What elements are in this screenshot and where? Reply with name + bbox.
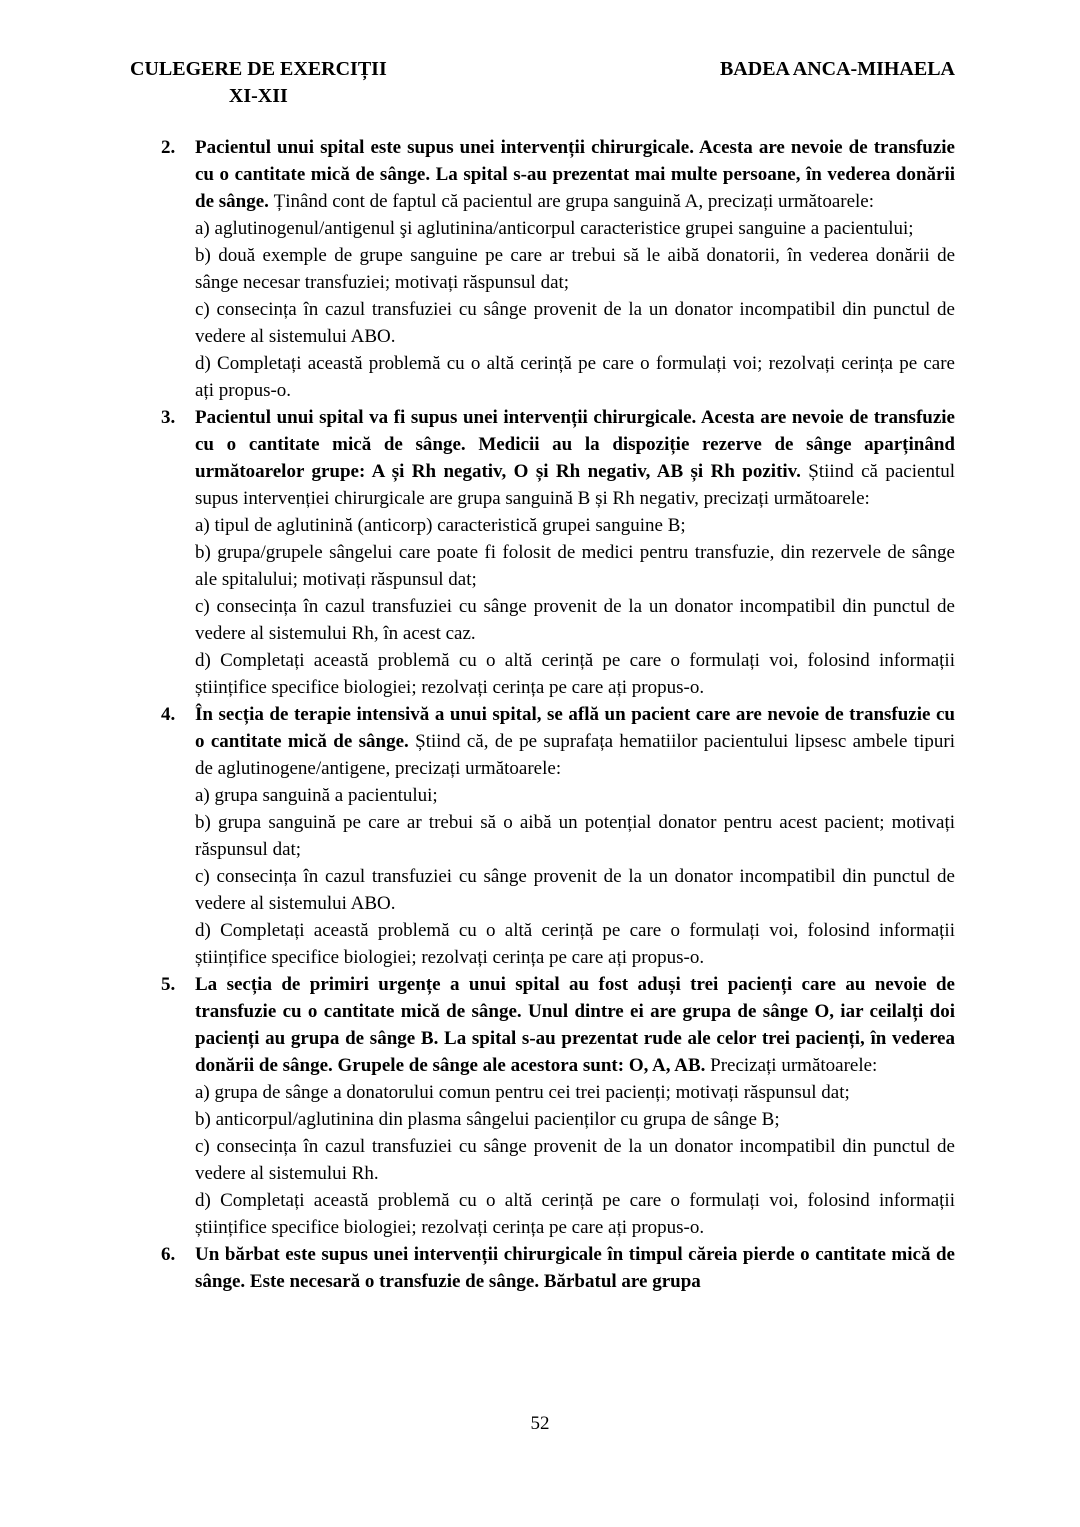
exercise-point: c) consecința în cazul transfuziei cu sânge provenit de la un donator incompatibil din punctul de vedere al sistemului ABO. [195,866,955,914]
page-footer [0,1410,1080,1437]
exercise-point: a) aglutinogenul/antigenul şi aglutinina/anticorpul caracteristice grupei sanguine a pacientului; [195,218,914,239]
exercise-point: b) grupa sanguină pe care ar trebui să o aibă un potențial donator pentru acest pacient; motivați răspunsul dat; [195,812,955,860]
page-number: 52 [530,1413,550,1434]
exercise-body [195,701,955,971]
header-subtitle: XI-XII [228,85,288,107]
exercise-point: a) tipul de aglutinină (anticorp) caracteristică grupei sanguine B; [195,515,686,536]
exercise-point: c) consecința în cazul transfuziei cu sânge provenit de la un donator incompatibil din punctul de vedere al sistemului Rh. [195,1136,955,1184]
intro-regular-text: Știind că pacientul supus intervenției chirurgicale are grupa sanguină B și Rh negativ, precizați următoarele: [195,461,955,509]
exercise-point: d) Completați această problemă cu o altă cerință pe care o formulați voi; rezolvați cerința pe care ați propus-o. [195,353,955,401]
exercise-point: b) grupa/grupele sângelui care poate fi folosit de medici pentru transfuzie, din rezervele de sânge ale spitalului; motivați răspunsul dat; [195,542,955,590]
exercise-point: a) grupa de sânge a donatorului comun pentru cei trei pacienți; motivați răspunsul dat; [195,1082,850,1103]
exercise-point: b) anticorpul/aglutinina din plasma sângelui pacienților cu grupa de sânge B; [195,1109,780,1130]
header-title: CULEGERE DE EXERCIȚII [130,58,387,80]
intro-bold-text: La secția de primiri urgențe a unui spital au fost aduși trei pacienți care au nevoie de transfuzie cu o cantitate mică de sânge. Unul dintre ei are grupa de sânge O, iar ceilalți doi pacienți au grupa de sânge B. La spital s-au prezentat rude ale celor trei pacienți, în vederea donării de sânge. Grupele de sânge ale acestora sunt: O, A, AB. [195,974,955,1076]
exercise-point: b) două exemple de grupe sanguine pe care ar trebui să le aibă donatorii, în vederea donării de sânge necesar transfuziei; motivați răspunsul dat; [195,245,955,293]
exercise-point: c) consecința în cazul transfuziei cu sânge provenit de la un donator incompatibil din punctul de vedere al sistemului ABO. [195,299,955,347]
exercise-intro [195,701,955,782]
exercise-item [161,1241,955,1295]
intro-bold-text: În secția de terapie intensivă a unui spital, se află un pacient care are nevoie de transfuzie cu o cantitate mică de sânge. [195,704,955,752]
exercise-intro [195,1241,955,1295]
intro-bold-text: Pacientul unui spital este supus unei intervenții chirurgicale. Acesta are nevoie de transfuzie cu o cantitate mică de sânge. La spital s-au prezentat mai multe persoane, în vederea donării de sânge. [195,137,955,212]
intro-regular-text: Ținând cont de faptul că pacientul are grupa sanguină A, precizați următoarele: [273,191,875,212]
exercise-item [161,404,955,701]
intro-bold-text: Un bărbat este supus unei intervenții chirurgicale în timpul căreia pierde o cantitate mică de sânge. Este necesară o transfuzie de sânge. Bărbatul are grupa [195,1244,955,1292]
header-author: BADEA ANCA-MIHAELA [719,58,955,80]
exercise-point: c) consecința în cazul transfuziei cu sânge provenit de la un donator incompatibil din punctul de vedere al sistemului Rh, în acest caz. [195,596,955,644]
exercise-item [161,701,955,971]
exercise-number: 6. [161,1244,176,1265]
exercise-list [161,134,955,1295]
exercise-number: 5. [161,974,176,995]
exercise-body [195,404,955,701]
intro-regular-text: Precizați următoarele: [710,1055,878,1076]
intro-regular-text: Știind că, de pe suprafața hematiilor pacientului lipsesc ambele tipuri de aglutinogene/antigene, precizați următoarele: [195,731,955,779]
exercise-intro [195,134,955,215]
exercise-point: d) Completați această problemă cu o altă cerință pe care o formulați voi, folosind informații științifice specifice biologiei; rezolvați cerința pe care ați propus-o. [195,1190,955,1238]
exercise-item [161,971,955,1241]
exercise-body [195,134,955,404]
page-header [130,56,955,110]
exercise-item [161,134,955,404]
exercise-number: 3. [161,407,176,428]
exercise-intro [195,404,955,512]
exercise-number: 4. [161,704,176,725]
intro-bold-text: Pacientul unui spital va fi supus unei intervenții chirurgicale. Acesta are nevoie de transfuzie cu o cantitate mică de sânge. Medicii au la dispoziție rezerve de sânge aparținând următoarelor grupe: A și Rh negativ, O și Rh negativ, AB și Rh pozitiv. [195,407,955,482]
exercise-number: 2. [161,137,176,158]
exercise-intro [195,971,955,1079]
exercise-body [195,1241,955,1295]
exercise-point: a) grupa sanguină a pacientului; [195,785,438,806]
header-left [130,56,387,110]
exercise-point: d) Completați această problemă cu o altă cerință pe care o formulați voi, folosind informații științifice specifice biologiei; rezolvați cerința pe care ați propus-o. [195,650,955,698]
exercise-point: d) Completați această problemă cu o altă cerință pe care o formulați voi, folosind informații științifice specifice biologiei; rezolvați cerința pe care ați propus-o. [195,920,955,968]
exercise-body [195,971,955,1241]
